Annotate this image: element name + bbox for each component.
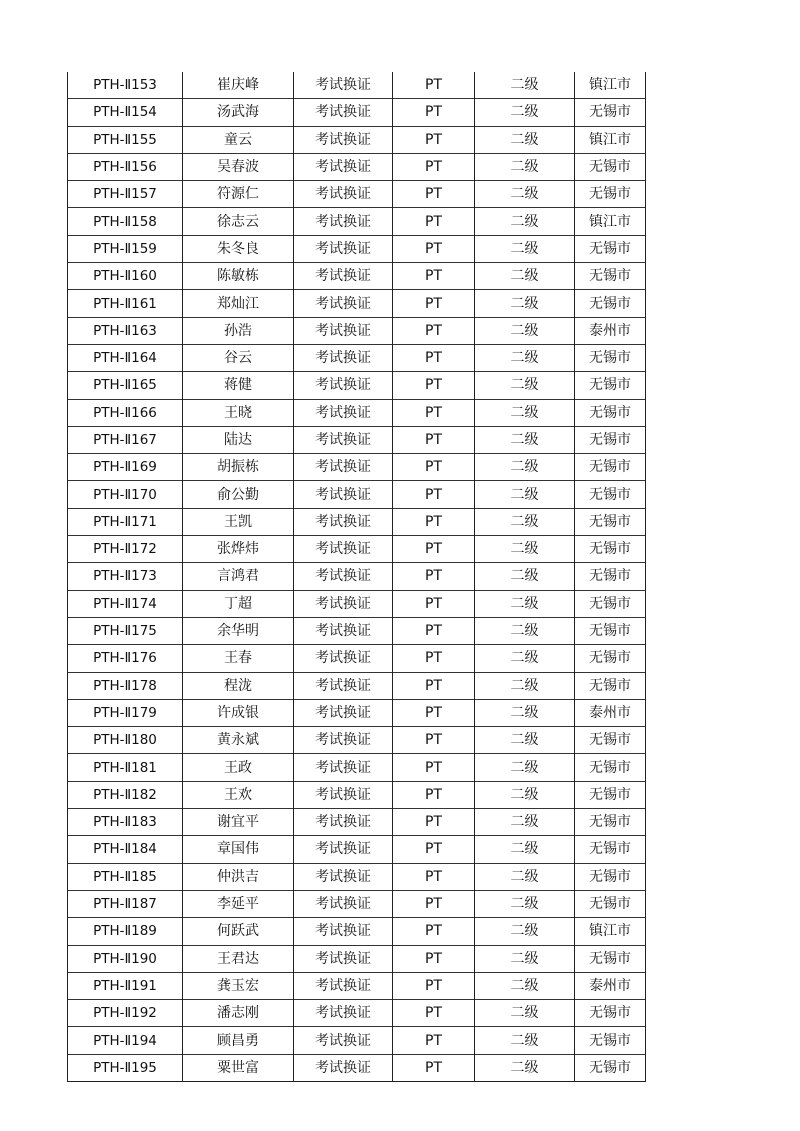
cell-exam-type: 考试换证 xyxy=(294,99,393,126)
cell-level: 二级 xyxy=(475,72,575,99)
cell-person-name: 丁超 xyxy=(183,590,294,617)
cell-method: PT xyxy=(393,809,475,836)
cell-person-name: 李延平 xyxy=(183,890,294,917)
cell-city: 无锡市 xyxy=(575,645,646,672)
cell-person-name: 王欢 xyxy=(183,781,294,808)
table-row xyxy=(68,972,646,999)
cell-level: 二级 xyxy=(475,699,575,726)
cell-level: 二级 xyxy=(475,399,575,426)
cell-person-name: 胡振栋 xyxy=(183,454,294,481)
cell-level: 二级 xyxy=(475,972,575,999)
cell-city: 无锡市 xyxy=(575,290,646,317)
certificate-table xyxy=(67,72,646,1082)
cell-city: 无锡市 xyxy=(575,399,646,426)
table-row xyxy=(68,317,646,344)
cell-person-name: 俞公勤 xyxy=(183,481,294,508)
cell-exam-type: 考试换证 xyxy=(294,672,393,699)
cell-method: PT xyxy=(393,235,475,262)
cell-method: PT xyxy=(393,727,475,754)
table-row xyxy=(68,645,646,672)
cell-city: 镇江市 xyxy=(575,208,646,235)
cell-city: 无锡市 xyxy=(575,890,646,917)
cell-exam-type: 考试换证 xyxy=(294,454,393,481)
cell-city: 镇江市 xyxy=(575,126,646,153)
cell-certificate-code: PTH-Ⅱ183 xyxy=(68,809,183,836)
cell-exam-type: 考试换证 xyxy=(294,617,393,644)
cell-method: PT xyxy=(393,536,475,563)
cell-method: PT xyxy=(393,372,475,399)
cell-certificate-code: PTH-Ⅱ167 xyxy=(68,426,183,453)
cell-exam-type: 考试换证 xyxy=(294,863,393,890)
cell-exam-type: 考试换证 xyxy=(294,890,393,917)
cell-method: PT xyxy=(393,590,475,617)
cell-method: PT xyxy=(393,454,475,481)
cell-exam-type: 考试换证 xyxy=(294,290,393,317)
cell-exam-type: 考试换证 xyxy=(294,836,393,863)
cell-method: PT xyxy=(393,426,475,453)
table-row xyxy=(68,153,646,180)
cell-certificate-code: PTH-Ⅱ173 xyxy=(68,563,183,590)
cell-method: PT xyxy=(393,126,475,153)
cell-level: 二级 xyxy=(475,563,575,590)
cell-method: PT xyxy=(393,508,475,535)
cell-exam-type: 考试换证 xyxy=(294,809,393,836)
cell-method: PT xyxy=(393,617,475,644)
cell-city: 镇江市 xyxy=(575,918,646,945)
cell-certificate-code: PTH-Ⅱ166 xyxy=(68,399,183,426)
cell-person-name: 仲洪吉 xyxy=(183,863,294,890)
cell-city: 无锡市 xyxy=(575,481,646,508)
cell-certificate-code: PTH-Ⅱ187 xyxy=(68,890,183,917)
cell-certificate-code: PTH-Ⅱ154 xyxy=(68,99,183,126)
cell-city: 无锡市 xyxy=(575,781,646,808)
cell-city: 无锡市 xyxy=(575,617,646,644)
cell-certificate-code: PTH-Ⅱ190 xyxy=(68,945,183,972)
cell-person-name: 龚玉宏 xyxy=(183,972,294,999)
table-row xyxy=(68,508,646,535)
cell-city: 泰州市 xyxy=(575,317,646,344)
cell-level: 二级 xyxy=(475,263,575,290)
cell-exam-type: 考试换证 xyxy=(294,1054,393,1081)
cell-exam-type: 考试换证 xyxy=(294,972,393,999)
table-row xyxy=(68,672,646,699)
cell-person-name: 谢宜平 xyxy=(183,809,294,836)
table-row xyxy=(68,727,646,754)
cell-person-name: 符源仁 xyxy=(183,181,294,208)
cell-method: PT xyxy=(393,181,475,208)
table-row xyxy=(68,536,646,563)
cell-level: 二级 xyxy=(475,153,575,180)
cell-level: 二级 xyxy=(475,344,575,371)
cell-certificate-code: PTH-Ⅱ169 xyxy=(68,454,183,481)
table-row xyxy=(68,836,646,863)
cell-city: 无锡市 xyxy=(575,153,646,180)
table-row xyxy=(68,1054,646,1081)
cell-level: 二级 xyxy=(475,426,575,453)
cell-exam-type: 考试换证 xyxy=(294,399,393,426)
cell-exam-type: 考试换证 xyxy=(294,699,393,726)
cell-method: PT xyxy=(393,836,475,863)
cell-person-name: 何跃武 xyxy=(183,918,294,945)
cell-exam-type: 考试换证 xyxy=(294,426,393,453)
cell-city: 无锡市 xyxy=(575,754,646,781)
cell-certificate-code: PTH-Ⅱ155 xyxy=(68,126,183,153)
cell-person-name: 王晓 xyxy=(183,399,294,426)
cell-method: PT xyxy=(393,918,475,945)
cell-exam-type: 考试换证 xyxy=(294,344,393,371)
table-row xyxy=(68,126,646,153)
cell-certificate-code: PTH-Ⅱ182 xyxy=(68,781,183,808)
cell-certificate-code: PTH-Ⅱ170 xyxy=(68,481,183,508)
cell-level: 二级 xyxy=(475,536,575,563)
cell-level: 二级 xyxy=(475,290,575,317)
cell-level: 二级 xyxy=(475,809,575,836)
cell-certificate-code: PTH-Ⅱ156 xyxy=(68,153,183,180)
cell-level: 二级 xyxy=(475,235,575,262)
cell-person-name: 吴春波 xyxy=(183,153,294,180)
cell-certificate-code: PTH-Ⅱ195 xyxy=(68,1054,183,1081)
cell-city: 泰州市 xyxy=(575,699,646,726)
cell-level: 二级 xyxy=(475,481,575,508)
cell-level: 二级 xyxy=(475,836,575,863)
cell-level: 二级 xyxy=(475,372,575,399)
table-row xyxy=(68,590,646,617)
cell-level: 二级 xyxy=(475,317,575,344)
cell-certificate-code: PTH-Ⅱ153 xyxy=(68,72,183,99)
cell-level: 二级 xyxy=(475,454,575,481)
cell-certificate-code: PTH-Ⅱ176 xyxy=(68,645,183,672)
cell-level: 二级 xyxy=(475,508,575,535)
cell-certificate-code: PTH-Ⅱ158 xyxy=(68,208,183,235)
cell-person-name: 蒋健 xyxy=(183,372,294,399)
cell-method: PT xyxy=(393,699,475,726)
cell-person-name: 潘志刚 xyxy=(183,1000,294,1027)
cell-person-name: 许成银 xyxy=(183,699,294,726)
cell-exam-type: 考试换证 xyxy=(294,590,393,617)
cell-certificate-code: PTH-Ⅱ163 xyxy=(68,317,183,344)
cell-exam-type: 考试换证 xyxy=(294,126,393,153)
table-row xyxy=(68,918,646,945)
table-row xyxy=(68,99,646,126)
cell-level: 二级 xyxy=(475,1054,575,1081)
cell-person-name: 黄永斌 xyxy=(183,727,294,754)
cell-method: PT xyxy=(393,99,475,126)
table-row xyxy=(68,263,646,290)
cell-person-name: 程泷 xyxy=(183,672,294,699)
cell-person-name: 谷云 xyxy=(183,344,294,371)
cell-certificate-code: PTH-Ⅱ164 xyxy=(68,344,183,371)
cell-certificate-code: PTH-Ⅱ191 xyxy=(68,972,183,999)
cell-method: PT xyxy=(393,1027,475,1054)
cell-city: 无锡市 xyxy=(575,727,646,754)
cell-person-name: 朱冬良 xyxy=(183,235,294,262)
cell-exam-type: 考试换证 xyxy=(294,1000,393,1027)
cell-city: 无锡市 xyxy=(575,836,646,863)
cell-level: 二级 xyxy=(475,727,575,754)
cell-person-name: 张烨炜 xyxy=(183,536,294,563)
cell-method: PT xyxy=(393,208,475,235)
cell-level: 二级 xyxy=(475,181,575,208)
cell-city: 无锡市 xyxy=(575,344,646,371)
cell-level: 二级 xyxy=(475,945,575,972)
cell-city: 无锡市 xyxy=(575,563,646,590)
cell-certificate-code: PTH-Ⅱ194 xyxy=(68,1027,183,1054)
cell-exam-type: 考试换证 xyxy=(294,918,393,945)
table-row xyxy=(68,945,646,972)
cell-method: PT xyxy=(393,290,475,317)
cell-city: 无锡市 xyxy=(575,809,646,836)
cell-certificate-code: PTH-Ⅱ181 xyxy=(68,754,183,781)
table-row xyxy=(68,399,646,426)
cell-level: 二级 xyxy=(475,918,575,945)
cell-city: 无锡市 xyxy=(575,372,646,399)
cell-city: 无锡市 xyxy=(575,590,646,617)
cell-city: 无锡市 xyxy=(575,863,646,890)
table-row xyxy=(68,235,646,262)
cell-certificate-code: PTH-Ⅱ161 xyxy=(68,290,183,317)
cell-method: PT xyxy=(393,1054,475,1081)
cell-level: 二级 xyxy=(475,672,575,699)
table-row xyxy=(68,208,646,235)
cell-method: PT xyxy=(393,153,475,180)
cell-city: 无锡市 xyxy=(575,672,646,699)
cell-method: PT xyxy=(393,563,475,590)
cell-city: 无锡市 xyxy=(575,1054,646,1081)
table-row xyxy=(68,781,646,808)
cell-method: PT xyxy=(393,317,475,344)
cell-level: 二级 xyxy=(475,863,575,890)
cell-person-name: 崔庆峰 xyxy=(183,72,294,99)
cell-certificate-code: PTH-Ⅱ189 xyxy=(68,918,183,945)
cell-method: PT xyxy=(393,672,475,699)
cell-level: 二级 xyxy=(475,890,575,917)
cell-level: 二级 xyxy=(475,208,575,235)
cell-city: 无锡市 xyxy=(575,536,646,563)
cell-exam-type: 考试换证 xyxy=(294,727,393,754)
cell-certificate-code: PTH-Ⅱ157 xyxy=(68,181,183,208)
cell-certificate-code: PTH-Ⅱ184 xyxy=(68,836,183,863)
cell-certificate-code: PTH-Ⅱ174 xyxy=(68,590,183,617)
cell-level: 二级 xyxy=(475,1027,575,1054)
cell-exam-type: 考试换证 xyxy=(294,235,393,262)
cell-exam-type: 考试换证 xyxy=(294,645,393,672)
cell-person-name: 童云 xyxy=(183,126,294,153)
table-row xyxy=(68,754,646,781)
cell-certificate-code: PTH-Ⅱ175 xyxy=(68,617,183,644)
cell-level: 二级 xyxy=(475,781,575,808)
cell-method: PT xyxy=(393,481,475,508)
cell-exam-type: 考试换证 xyxy=(294,536,393,563)
cell-method: PT xyxy=(393,344,475,371)
cell-level: 二级 xyxy=(475,99,575,126)
cell-certificate-code: PTH-Ⅱ178 xyxy=(68,672,183,699)
cell-person-name: 粟世富 xyxy=(183,1054,294,1081)
cell-certificate-code: PTH-Ⅱ179 xyxy=(68,699,183,726)
cell-exam-type: 考试换证 xyxy=(294,945,393,972)
cell-certificate-code: PTH-Ⅱ172 xyxy=(68,536,183,563)
cell-exam-type: 考试换证 xyxy=(294,263,393,290)
cell-exam-type: 考试换证 xyxy=(294,153,393,180)
cell-certificate-code: PTH-Ⅱ159 xyxy=(68,235,183,262)
cell-city: 无锡市 xyxy=(575,181,646,208)
cell-city: 镇江市 xyxy=(575,72,646,99)
cell-person-name: 王君达 xyxy=(183,945,294,972)
table-row xyxy=(68,890,646,917)
cell-level: 二级 xyxy=(475,126,575,153)
cell-person-name: 顾昌勇 xyxy=(183,1027,294,1054)
cell-person-name: 徐志云 xyxy=(183,208,294,235)
cell-exam-type: 考试换证 xyxy=(294,317,393,344)
cell-exam-type: 考试换证 xyxy=(294,372,393,399)
cell-city: 无锡市 xyxy=(575,235,646,262)
cell-city: 无锡市 xyxy=(575,99,646,126)
cell-certificate-code: PTH-Ⅱ171 xyxy=(68,508,183,535)
cell-exam-type: 考试换证 xyxy=(294,754,393,781)
cell-exam-type: 考试换证 xyxy=(294,563,393,590)
cell-person-name: 余华明 xyxy=(183,617,294,644)
table-row xyxy=(68,344,646,371)
cell-city: 泰州市 xyxy=(575,972,646,999)
cell-method: PT xyxy=(393,945,475,972)
cell-level: 二级 xyxy=(475,590,575,617)
cell-exam-type: 考试换证 xyxy=(294,481,393,508)
cell-person-name: 王凯 xyxy=(183,508,294,535)
table-row xyxy=(68,863,646,890)
table-row xyxy=(68,454,646,481)
cell-method: PT xyxy=(393,1000,475,1027)
cell-method: PT xyxy=(393,863,475,890)
cell-person-name: 汤武海 xyxy=(183,99,294,126)
cell-city: 无锡市 xyxy=(575,945,646,972)
cell-person-name: 王政 xyxy=(183,754,294,781)
table-row xyxy=(68,1000,646,1027)
cell-city: 无锡市 xyxy=(575,426,646,453)
cell-method: PT xyxy=(393,645,475,672)
cell-method: PT xyxy=(393,263,475,290)
table-row xyxy=(68,290,646,317)
cell-certificate-code: PTH-Ⅱ180 xyxy=(68,727,183,754)
cell-certificate-code: PTH-Ⅱ185 xyxy=(68,863,183,890)
cell-city: 无锡市 xyxy=(575,508,646,535)
cell-method: PT xyxy=(393,72,475,99)
table-row xyxy=(68,72,646,99)
cell-exam-type: 考试换证 xyxy=(294,208,393,235)
cell-certificate-code: PTH-Ⅱ160 xyxy=(68,263,183,290)
cell-person-name: 王春 xyxy=(183,645,294,672)
cell-exam-type: 考试换证 xyxy=(294,181,393,208)
table-row xyxy=(68,481,646,508)
cell-level: 二级 xyxy=(475,1000,575,1027)
cell-method: PT xyxy=(393,399,475,426)
cell-method: PT xyxy=(393,890,475,917)
cell-person-name: 章国伟 xyxy=(183,836,294,863)
cell-level: 二级 xyxy=(475,617,575,644)
cell-certificate-code: PTH-Ⅱ192 xyxy=(68,1000,183,1027)
cell-level: 二级 xyxy=(475,645,575,672)
cell-person-name: 陆达 xyxy=(183,426,294,453)
cell-exam-type: 考试换证 xyxy=(294,72,393,99)
cell-person-name: 郑灿江 xyxy=(183,290,294,317)
cell-method: PT xyxy=(393,781,475,808)
cell-certificate-code: PTH-Ⅱ165 xyxy=(68,372,183,399)
table-row xyxy=(68,699,646,726)
table-row xyxy=(68,563,646,590)
cell-exam-type: 考试换证 xyxy=(294,508,393,535)
cell-city: 无锡市 xyxy=(575,263,646,290)
cell-person-name: 陈敏栋 xyxy=(183,263,294,290)
table-row xyxy=(68,809,646,836)
cell-person-name: 孙浩 xyxy=(183,317,294,344)
table-row xyxy=(68,426,646,453)
table-row xyxy=(68,1027,646,1054)
cell-city: 无锡市 xyxy=(575,1000,646,1027)
certificate-table-sheet xyxy=(67,72,645,1082)
table-row xyxy=(68,181,646,208)
cell-level: 二级 xyxy=(475,754,575,781)
certificate-table-body xyxy=(68,72,646,1081)
table-row xyxy=(68,372,646,399)
cell-city: 无锡市 xyxy=(575,1027,646,1054)
cell-person-name: 言鸿君 xyxy=(183,563,294,590)
cell-method: PT xyxy=(393,972,475,999)
cell-city: 无锡市 xyxy=(575,454,646,481)
cell-exam-type: 考试换证 xyxy=(294,1027,393,1054)
table-row xyxy=(68,617,646,644)
cell-exam-type: 考试换证 xyxy=(294,781,393,808)
cell-method: PT xyxy=(393,754,475,781)
